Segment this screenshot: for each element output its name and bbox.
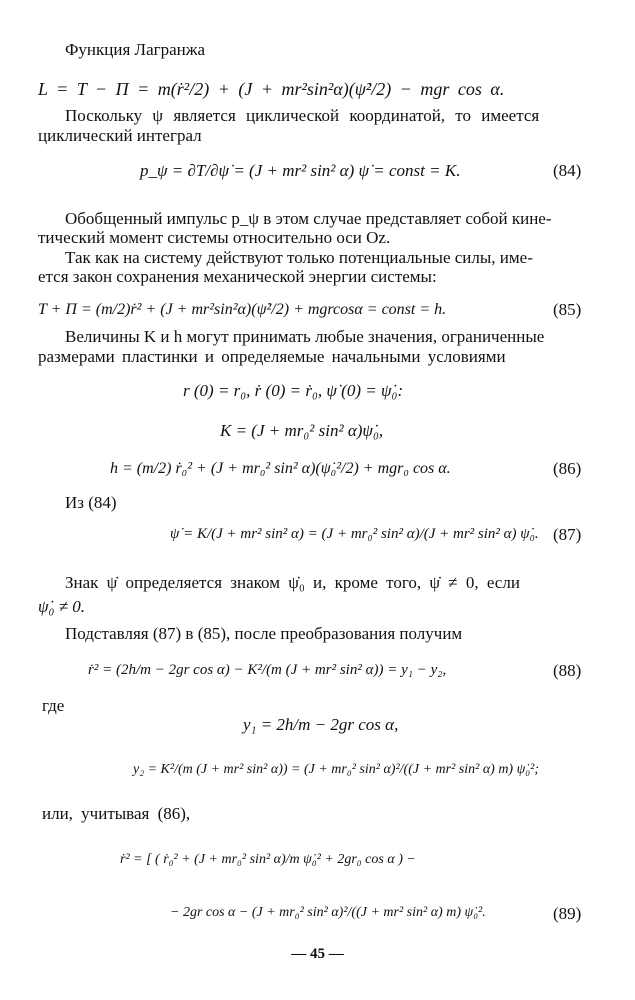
equation-85: T + П = (m/2)ṙ² + (J + mr²sin²α)(ψ̇²/2) + mgrcosα = const = h. [38, 301, 447, 318]
paragraph-constants-line2: размерами пластинки и определяемые начальными условиями [38, 347, 506, 366]
equation-y2: y₂ = K²/(m (J + mr² sin² α)) = (J + mr₀² sin² α)²/((J + mr² sin² α) m) ψ̇₀²; [133, 762, 540, 777]
equation-y1: y₁ = 2h/m − 2gr cos α, [243, 715, 399, 734]
paragraph-momentum-line1: Обобщенный импульс p_ψ в этом случае представляет собой кине- [65, 209, 552, 228]
paragraph-lagrange-intro: Функция Лагранжа [65, 40, 206, 59]
equation-number-84: (84) [553, 161, 582, 180]
paragraph-cyclic-line1: Поскольку ψ является циклической координатой, то имеется [65, 106, 540, 125]
equation-number-88: (88) [553, 661, 582, 680]
paragraph-substituting: Подставляя (87) в (85), после преобразования получим [65, 624, 463, 643]
equation-89-line2: − 2gr cos α − (J + mr₀² sin² α)²/((J + mr² sin² α) m) ψ̇₀². [170, 905, 486, 920]
paragraph-sign-line2: ψ̇₀ ≠ 0. [38, 597, 86, 616]
equation-88: ṙ² = (2h/m − 2gr cos α) − K²/(m (J + mr² sin² α)) = y₁ − y₂, [88, 662, 447, 678]
paragraph-momentum-line2: тический момент системы относительно оси Oz. [38, 228, 391, 247]
equation-K: K = (J + mr₀² sin² α)ψ̇₀, [220, 421, 384, 440]
equation-initial-conditions: r (0) = r₀, ṙ (0) = ṙ₀, ψ̇ (0) = ψ̇₀: [183, 381, 404, 400]
equation-number-89: (89) [553, 904, 582, 923]
equation-number-86: (86) [553, 459, 582, 478]
equation-lagrangian: L = T − П = m(ṙ²/2) + (J + mr²sin²α)(ψ̇²/2) − mgr cos α. [38, 79, 505, 99]
equation-number-87: (87) [553, 525, 582, 544]
equation-84: p_ψ = ∂T/∂ψ̇ = (J + mr² sin² α) ψ̇ = const = K. [140, 161, 461, 180]
equation-87: ψ̇ = K/(J + mr² sin² α) = (J + mr₀² sin² α)/(J + mr² sin² α) ψ̇₀. [170, 526, 539, 542]
equation-89-line1: ṙ² = [ ( ṙ₀² + (J + mr₀² sin² α)/m ψ̇₀² + 2gr₀ cos α ) − [120, 852, 416, 867]
page-number: — 45 — [291, 946, 344, 962]
paragraph-energy-line2: ется закон сохранения механической энергии системы: [38, 267, 437, 286]
paragraph-sign-line1: Знак ψ̇ определяется знаком ψ̇₀ и, кроме того, ψ̇ ≠ 0, если [65, 573, 520, 592]
paragraph-constants-line1: Величины K и h могут принимать любые значения, ограниченные [65, 327, 545, 346]
paragraph-cyclic-line2: циклический интеграл [38, 126, 202, 145]
paragraph-from-84: Из (84) [65, 493, 117, 512]
equation-86: h = (m/2) ṙ₀² + (J + mr₀² sin² α)(ψ̇₀²/2) + mgr₀ cos α. [110, 460, 451, 477]
equation-number-85: (85) [553, 300, 582, 319]
paragraph-where: где [42, 696, 65, 715]
paragraph-energy-line1: Так как на систему действуют только потенциальные силы, име- [65, 248, 533, 267]
paragraph-considering-86: или, учитывая (86), [42, 804, 191, 823]
